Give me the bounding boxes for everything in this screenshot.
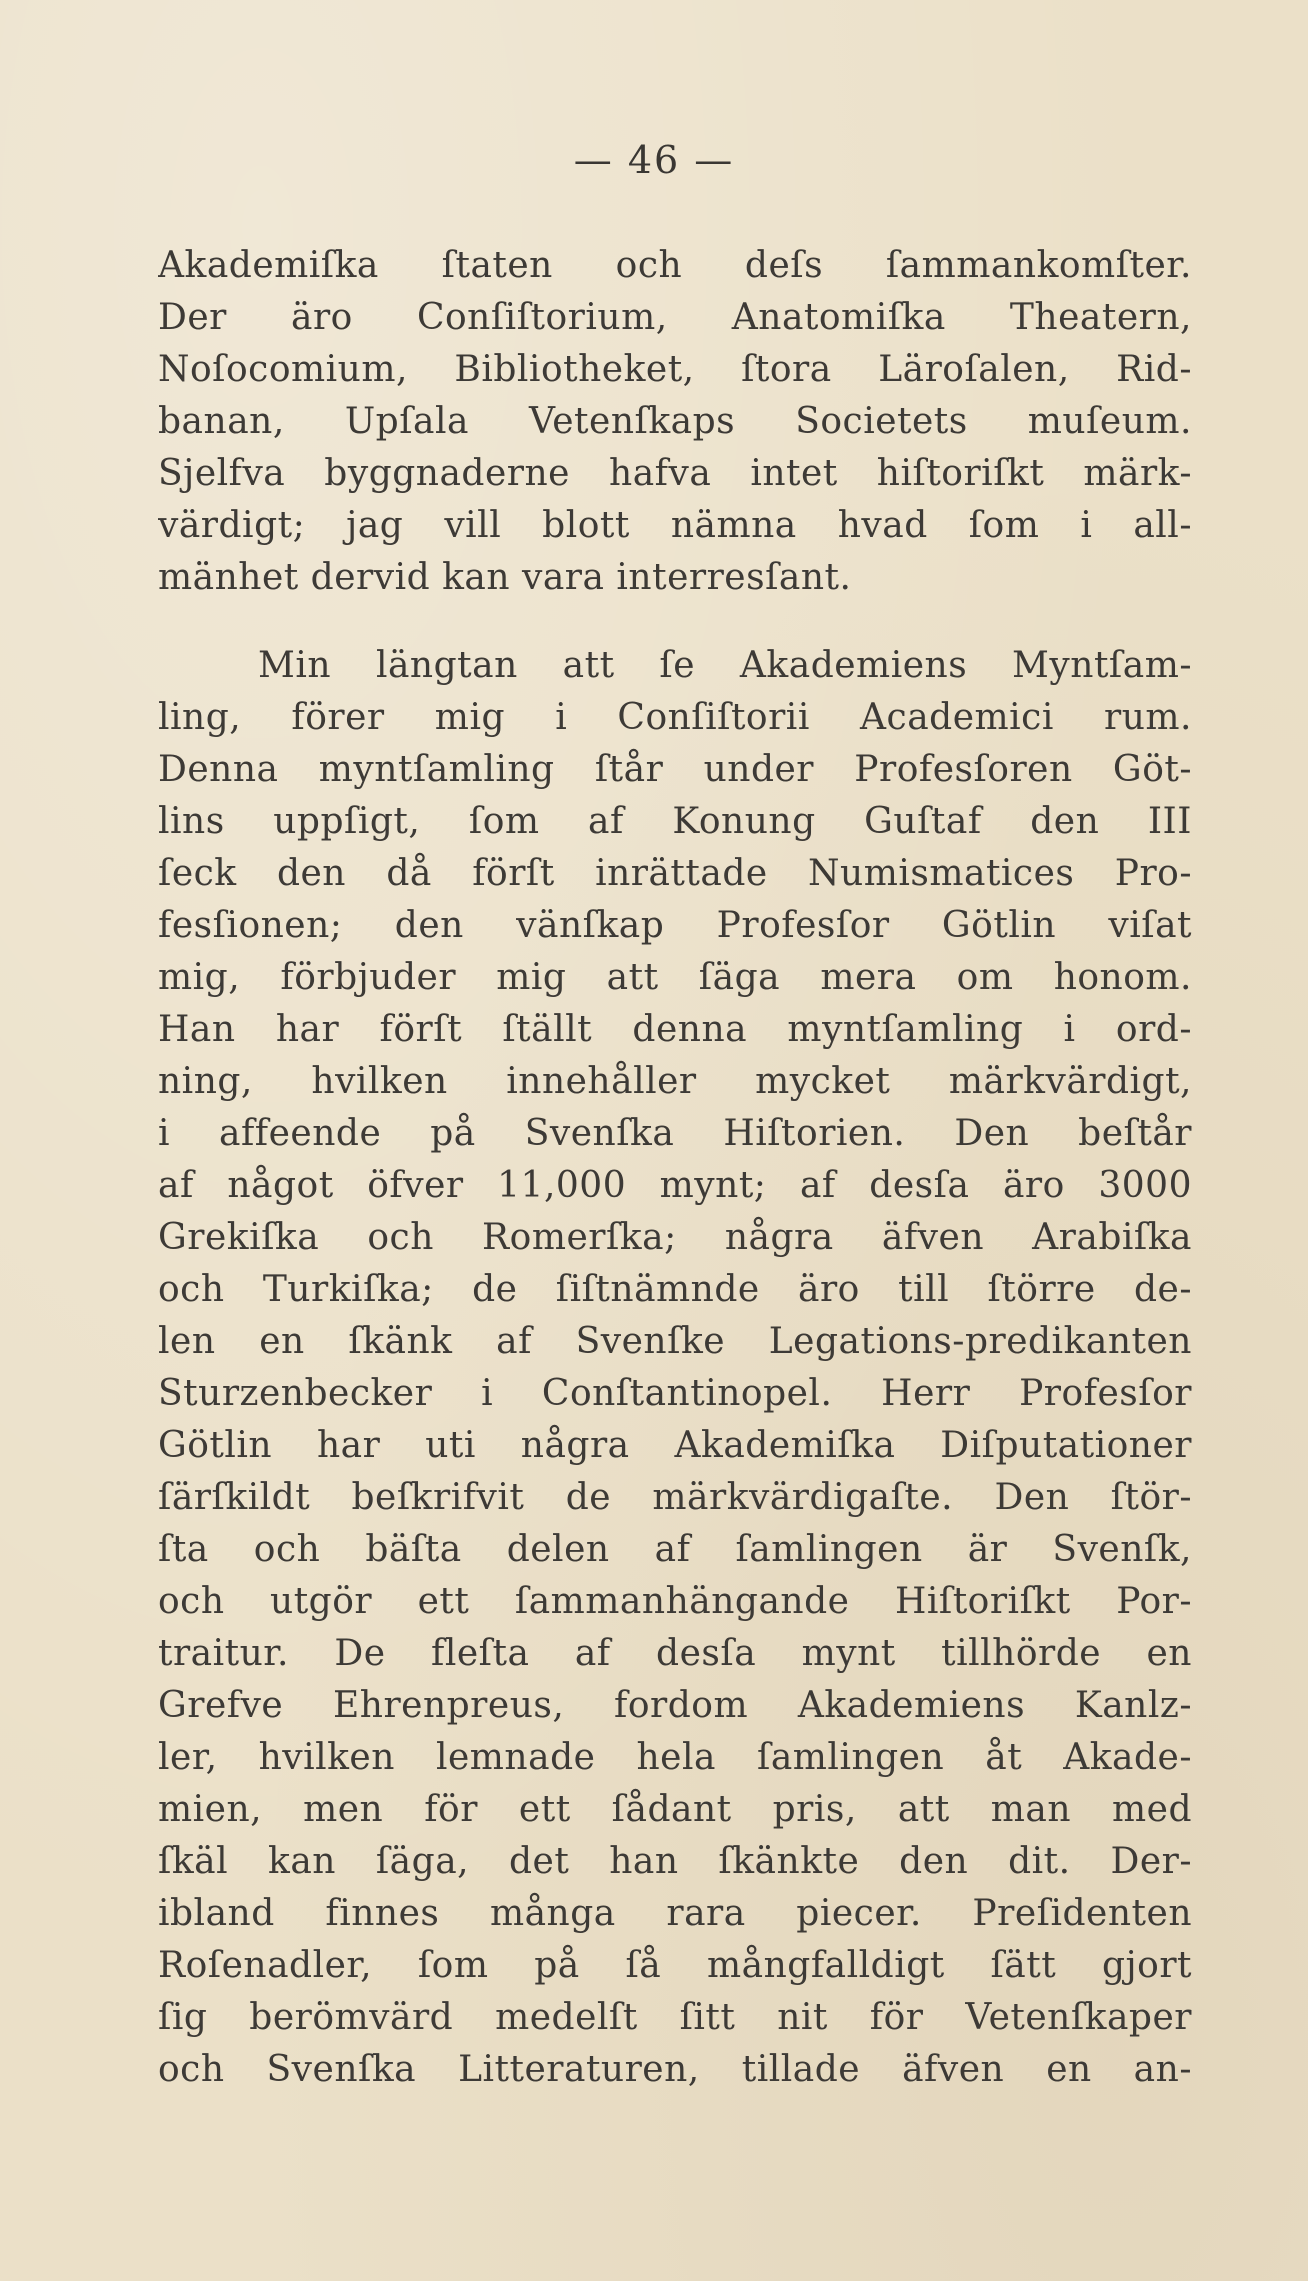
text-line: Han har förſt ſtällt denna myntſamling i ord-	[158, 1009, 1192, 1050]
text-line: och Svenſka Litteraturen, tillade äfven en an-	[158, 2049, 1192, 2090]
page-number: — 46 —	[573, 138, 735, 182]
text-line: värdigt; jag vill blott nämna hvad ſom i all-	[158, 505, 1192, 546]
text-line: Min längtan att ſe Akademiens Myntſam-	[258, 645, 1192, 686]
text-line: Akademiſka ſtaten och deſs ſammankomſter.	[158, 245, 1192, 286]
text-line: ibland finnes många rara piecer. Preſidenten	[158, 1893, 1192, 1934]
text-line: i affeende på Svenſka Hiſtorien. Den beſtår	[158, 1113, 1192, 1154]
text-line: ſeck den då förſt inrättade Numismatices Pro-	[158, 853, 1192, 894]
text-line: Sjelfva byggnaderne hafva intet hiſtoriſkt märk-	[158, 453, 1192, 494]
text-line: len en ſkänk af Svenſke Legations-predikanten	[158, 1321, 1192, 1362]
text-line: af något öfver 11,000 mynt; af desſa äro 3000	[158, 1165, 1192, 1206]
text-line: Der äro Conſiſtorium, Anatomiſka Theatern,	[158, 297, 1192, 338]
text-line: ſärſkildt beſkrifvit de märkvärdigaſte. Den ſtör-	[158, 1477, 1192, 1518]
text-line: ſig berömvärd medelſt ſitt nit för Vetenſkaper	[158, 1997, 1192, 2038]
text-line: ſkäl kan ſäga, det han ſkänkte den dit. Der-	[158, 1841, 1192, 1882]
text-line: Roſenadler, ſom på ſå mångfalldigt ſätt gjort	[158, 1945, 1192, 1986]
text-line: Sturzenbecker i Conſtantinopel. Herr Profesſor	[158, 1373, 1192, 1414]
text-line: mig, förbjuder mig att ſäga mera om honom.	[158, 957, 1192, 998]
paragraph-2	[158, 640, 1192, 2096]
text-line: Grefve Ehrenpreus, fordom Akademiens Kanlz-	[158, 1685, 1192, 1726]
text-line: och Turkiſka; de ſiſtnämnde äro till ſtörre de-	[158, 1269, 1192, 1310]
text-line: mänhet dervid kan vara interresſant.	[158, 557, 852, 598]
text-line: Götlin har uti några Akademiſka Diſputationer	[158, 1425, 1192, 1466]
text-line: ning, hvilken innehåller mycket märkvärdigt,	[158, 1061, 1192, 1102]
text-line: Denna myntſamling ſtår under Profesſoren Göt-	[158, 749, 1192, 790]
text-line: banan, Upſala Vetenſkaps Societets muſeum.	[158, 401, 1192, 442]
text-line: Noſocomium, Bibliotheket, ſtora Läroſalen, Rid-	[158, 349, 1192, 390]
text-line: fesſionen; den vänſkap Profesſor Götlin viſat	[158, 905, 1192, 946]
text-line: Grekiſka och Romerſka; några äfven Arabiſka	[158, 1217, 1192, 1258]
paragraph-1	[158, 240, 1192, 604]
text-line: traitur. De fleſta af desſa mynt tillhörde en	[158, 1633, 1192, 1674]
text-line: lins uppſigt, ſom af Konung Guſtaf den III	[158, 801, 1192, 842]
text-line: mien, men för ett ſådant pris, att man med	[158, 1789, 1192, 1830]
text-line: ſta och bäſta delen af ſamlingen är Svenſk,	[158, 1529, 1192, 1570]
text-line: ler, hvilken lemnade hela ſamlingen åt Akade-	[158, 1737, 1192, 1778]
text-line: och utgör ett ſammanhängande Hiſtoriſkt Por-	[158, 1581, 1192, 1622]
text-line: ling, förer mig i Conſiſtorii Academici rum.	[158, 697, 1192, 738]
